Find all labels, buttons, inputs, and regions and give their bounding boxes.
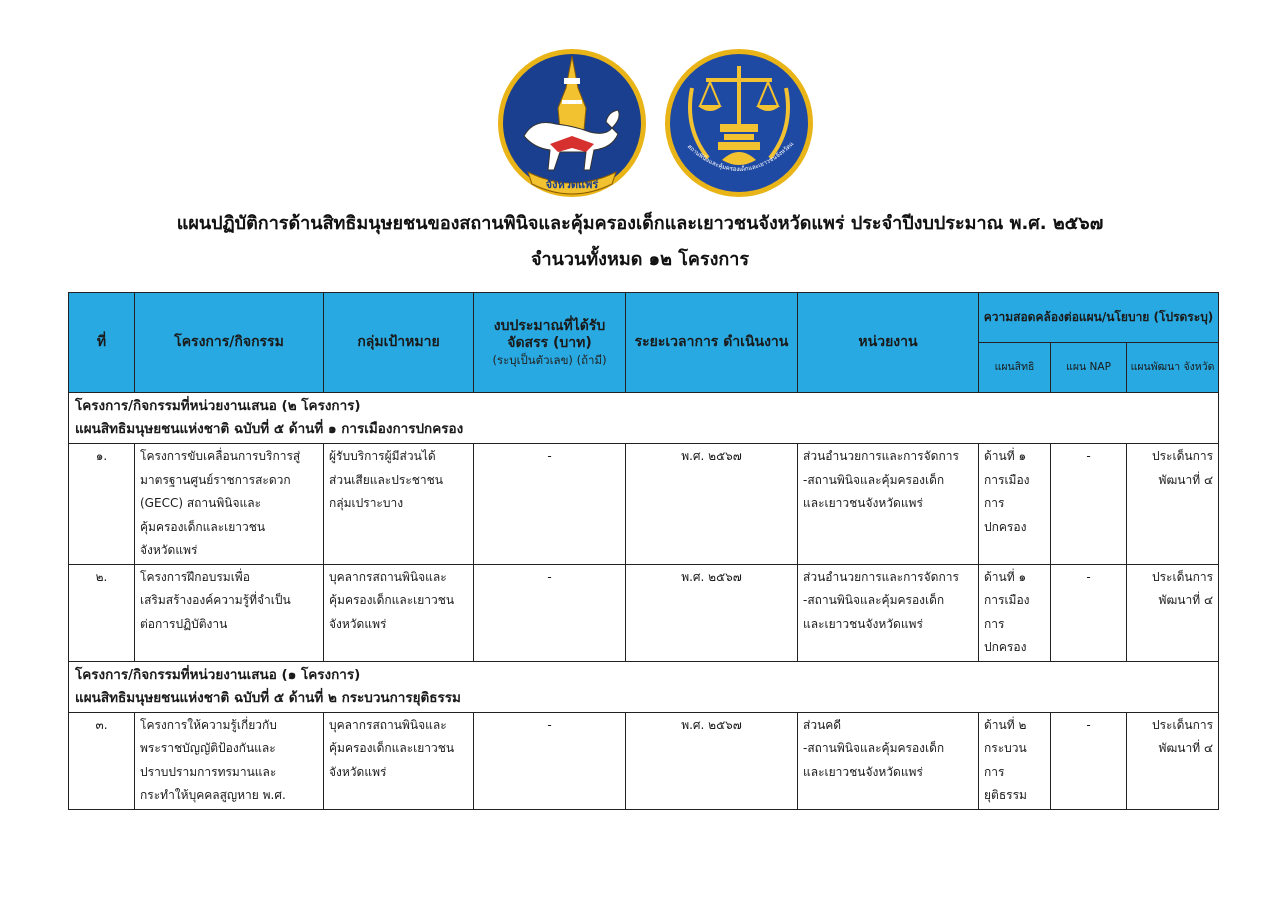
target-line: คุ้มครองเด็กและเยาวชน: [329, 593, 455, 607]
table-body: [69, 393, 1219, 810]
section-header-row: [69, 393, 1219, 444]
plan-dev-line: ประเด็นการ: [1151, 569, 1214, 584]
agency-line: -สถานพินิจและคุ้มครองเด็ก: [803, 472, 945, 487]
target-line: ผู้รับบริการผู้มีส่วนได้: [329, 449, 436, 463]
row-plan-dev: [1127, 444, 1219, 565]
section-header-cell: [69, 393, 1219, 444]
page-subtitle: จำนวนทั้งหมด ๑๒ โครงการ: [530, 249, 750, 270]
header-budget: [474, 293, 626, 393]
row-period: พ.ศ. ๒๕๖๗: [626, 444, 798, 565]
project-line: โครงการฝึกอบรมเพื่อ: [140, 569, 250, 584]
section-header-cell: [69, 661, 1219, 712]
table-row: [69, 444, 1219, 565]
section-title: โครงการ/กิจกรรมที่หน่วยงานเสนอ (๒ โครงการ): [75, 398, 361, 414]
row-period: พ.ศ. ๒๕๖๗: [626, 564, 798, 661]
project-line: โครงการขับเคลื่อนการบริการสู่: [140, 449, 301, 463]
plan-rights-line: การเมือง: [984, 472, 1030, 487]
plan-rights-line: ยุติธรรม: [984, 788, 1027, 802]
plan-dev-line: ประเด็นการ: [1151, 449, 1214, 463]
row-agency: [798, 712, 979, 809]
project-line: ต่อการปฏิบัติงาน: [140, 616, 228, 631]
section-plan: แผนสิทธิมนุษยชนแห่งชาติ ฉบับที่ ๕ ด้านที่ ๑ การเมืองการปกครอง: [75, 421, 464, 437]
plan-rights-line: ด้านที่ ๑: [984, 449, 1027, 463]
plan-rights-line: การ: [984, 616, 1005, 631]
project-line: โครงการให้ความรู้เกี่ยวกับ: [140, 717, 277, 732]
plan-dev-line: พัฒนาที่ ๔: [1158, 593, 1214, 607]
page-title: แผนปฏิบัติการด้านสิทธิมนุษยชนของสถานพินิจและคุ้มครองเด็กและเยาวชนจังหวัดแพร่ ประจำปีงบประมาณ พ.ศ. ๒๕๖๗: [176, 213, 1104, 234]
plan-rights-line: ด้านที่ ๑: [984, 569, 1027, 584]
row-project: [135, 444, 324, 565]
plan-rights-line: การ: [984, 764, 1005, 779]
header-plan-nap: แผน NAP: [1051, 343, 1127, 393]
row-agency: [798, 564, 979, 661]
province-seal-logo: [494, 48, 650, 198]
header-period: ระยะเวลาการ ดำเนินงาน: [626, 293, 798, 393]
plan-rights-line: กระบวน: [984, 741, 1027, 755]
project-line: คุ้มครองเด็กและเยาวชน: [140, 519, 266, 534]
row-plan-rights: [979, 712, 1051, 809]
project-line: พระราชบัญญัติป้องกันและ: [140, 741, 276, 755]
section-header-row: [69, 661, 1219, 712]
section-plan: แผนสิทธิมนุษยชนแห่งชาติ ฉบับที่ ๕ ด้านที่ ๒ กระบวนการยุติธรรม: [75, 689, 461, 706]
table-row: [69, 712, 1219, 809]
row-plan-nap: -: [1051, 712, 1127, 809]
plan-rights-line: ปกครอง: [984, 519, 1027, 534]
logo-area: [0, 48, 1280, 198]
action-plan-table: [68, 292, 1219, 810]
header-target: กลุ่มเป้าหมาย: [324, 293, 474, 393]
target-line: ส่วนเสียและประชาชน: [329, 472, 443, 487]
court-logo-text: สถานพินิจและคุ้มครองเด็กและเยาวชนจังหวัดแ: [685, 140, 796, 174]
agency-line: ส่วนอำนวยการและการจัดการ: [803, 569, 959, 584]
row-plan-rights: [979, 444, 1051, 565]
header-budget-label: งบประมาณที่ได้รับ จัดสรร (บาท): [493, 317, 606, 352]
plan-rights-line: การ: [984, 496, 1005, 510]
row-budget: -: [474, 444, 626, 565]
project-line: เสริมสร้างองค์ความรู้ที่จำเป็น: [140, 593, 291, 607]
row-plan-dev: [1127, 712, 1219, 809]
row-number: ๒.: [69, 564, 135, 661]
row-plan-rights: [979, 564, 1051, 661]
header-plan-dev: แผนพัฒนา จังหวัด: [1127, 343, 1219, 393]
project-line: จังหวัดแพร่: [140, 543, 198, 557]
agency-line: และเยาวชนจังหวัดแพร่: [803, 616, 923, 631]
row-project: [135, 712, 324, 809]
row-budget: -: [474, 712, 626, 809]
row-plan-nap: -: [1051, 444, 1127, 565]
header-alignment: ความสอดคล้องต่อแผน/นโยบาย (โปรดระบุ): [979, 293, 1219, 343]
agency-line: ส่วนคดี: [803, 717, 842, 732]
row-plan-dev: [1127, 564, 1219, 661]
row-target: [324, 564, 474, 661]
plan-dev-line: พัฒนาที่ ๔: [1158, 741, 1214, 755]
target-line: บุคลากรสถานพินิจและ: [329, 717, 447, 732]
target-line: กลุ่มเปราะบาง: [329, 496, 404, 510]
project-line: (GECC) สถานพินิจและ: [140, 496, 262, 510]
row-number: ๓.: [69, 712, 135, 809]
plan-dev-line: ประเด็นการ: [1151, 717, 1214, 732]
agency-line: และเยาวชนจังหวัดแพร่: [803, 496, 923, 510]
court-seal-logo: [664, 48, 814, 198]
header-agency: หน่วยงาน: [798, 293, 979, 393]
target-line: คุ้มครองเด็กและเยาวชน: [329, 741, 455, 755]
header-row-top: [69, 293, 1219, 343]
target-line: จังหวัดแพร่: [329, 616, 387, 631]
province-logo-text: จังหวัดแพร่: [545, 178, 599, 191]
target-line: บุคลากรสถานพินิจและ: [329, 569, 447, 584]
header-project: โครงการ/กิจกรรม: [135, 293, 324, 393]
section-title: โครงการ/กิจกรรมที่หน่วยงานเสนอ (๑ โครงการ): [75, 666, 361, 683]
header-no: ที่: [69, 293, 135, 393]
row-target: [324, 712, 474, 809]
agency-line: ส่วนอำนวยการและการจัดการ: [803, 449, 959, 463]
project-line: มาตรฐานศูนย์ราชการสะดวก: [140, 472, 291, 487]
header-budget-note: (ระบุเป็นตัวเลข) (ถ้ามี): [492, 352, 607, 367]
project-line: ปราบปรามการทรมานและ: [140, 764, 277, 779]
table-row: [69, 564, 1219, 661]
target-line: จังหวัดแพร่: [329, 764, 387, 779]
row-target: [324, 444, 474, 565]
plan-rights-line: ปกครอง: [984, 640, 1027, 654]
agency-line: -สถานพินิจและคุ้มครองเด็ก: [803, 593, 945, 607]
row-agency: [798, 444, 979, 565]
row-project: [135, 564, 324, 661]
plan-rights-line: ด้านที่ ๒: [984, 717, 1027, 732]
project-line: กระทำให้บุคคลสูญหาย พ.ศ.: [140, 788, 286, 802]
agency-line: -สถานพินิจและคุ้มครองเด็ก: [803, 741, 945, 755]
row-budget: -: [474, 564, 626, 661]
row-plan-nap: -: [1051, 564, 1127, 661]
agency-line: และเยาวชนจังหวัดแพร่: [803, 764, 923, 779]
header-plan-rights: แผนสิทธิ: [979, 343, 1051, 393]
plan-rights-line: การเมือง: [984, 593, 1030, 607]
plan-dev-line: พัฒนาที่ ๔: [1158, 472, 1214, 487]
row-number: ๑.: [69, 444, 135, 565]
row-period: พ.ศ. ๒๕๖๗: [626, 712, 798, 809]
